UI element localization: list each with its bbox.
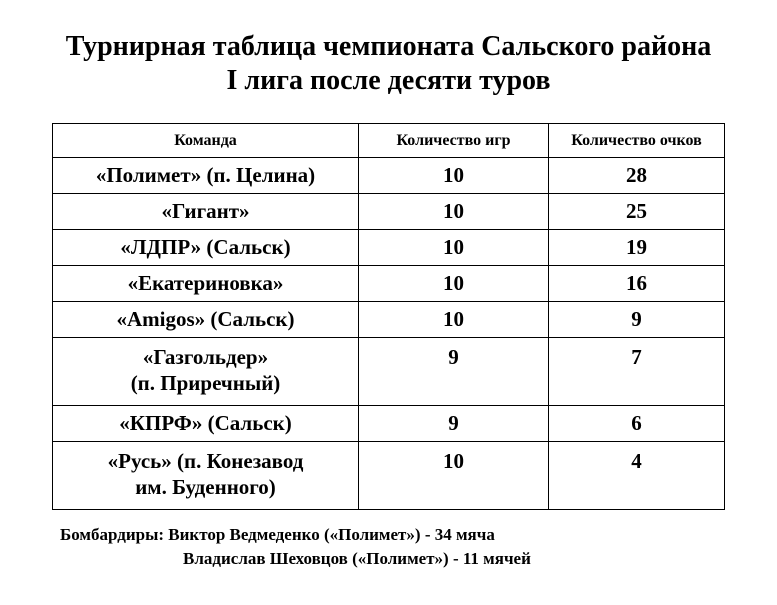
points-cell: 19 — [549, 230, 725, 266]
games-cell: 10 — [359, 266, 549, 302]
points-cell: 4 — [549, 442, 725, 510]
games-cell: 10 — [359, 194, 549, 230]
team-cell: «ЛДПР» (Сальск) — [53, 230, 359, 266]
table-row — [53, 302, 725, 338]
table-row — [53, 406, 725, 442]
table-row — [53, 266, 725, 302]
points-cell: 6 — [549, 406, 725, 442]
games-cell: 10 — [359, 442, 549, 510]
team-cell: «Полимет» (п. Целина) — [53, 158, 359, 194]
page-title — [0, 30, 777, 98]
header-games: Количество игр — [359, 124, 549, 158]
header-points: Количество очков — [549, 124, 725, 158]
games-cell: 9 — [359, 406, 549, 442]
table-row — [53, 442, 725, 510]
team-cell — [53, 338, 359, 406]
table-row — [53, 194, 725, 230]
table-row — [53, 338, 725, 406]
team-cell: «Гигант» — [53, 194, 359, 230]
standings-table — [52, 123, 725, 510]
games-cell: 9 — [359, 338, 549, 406]
team-name-line-1: «Русь» (п. Конезавод — [107, 449, 304, 473]
games-cell: 10 — [359, 230, 549, 266]
team-cell: «КПРФ» (Сальск) — [53, 406, 359, 442]
points-cell: 25 — [549, 194, 725, 230]
team-name-line-2: (п. Приречный) — [130, 371, 281, 395]
team-name-line-2: им. Буденного) — [135, 475, 276, 499]
points-cell: 16 — [549, 266, 725, 302]
table-row — [53, 230, 725, 266]
table-header-row — [53, 124, 725, 158]
team-cell: «Екатериновка» — [53, 266, 359, 302]
top-scorers — [60, 523, 531, 571]
scorer-line-1: Бомбардиры: Виктор Ведмеденко («Полимет») - 34 мяча — [60, 525, 495, 544]
points-cell: 9 — [549, 302, 725, 338]
table-row — [53, 158, 725, 194]
points-cell: 28 — [549, 158, 725, 194]
points-cell: 7 — [549, 338, 725, 406]
header-team: Команда — [53, 124, 359, 158]
games-cell: 10 — [359, 158, 549, 194]
team-cell — [53, 442, 359, 510]
title-line-1: Турнирная таблица чемпионата Сальского района — [65, 31, 712, 62]
team-name-line-1: «Газгольдер» — [142, 345, 269, 369]
title-line-2: I лига после десяти туров — [226, 65, 551, 96]
games-cell: 10 — [359, 302, 549, 338]
team-cell: «Amigos» (Сальск) — [53, 302, 359, 338]
scorer-line-2: Владислав Шеховцов («Полимет») - 11 мячей — [183, 549, 531, 568]
